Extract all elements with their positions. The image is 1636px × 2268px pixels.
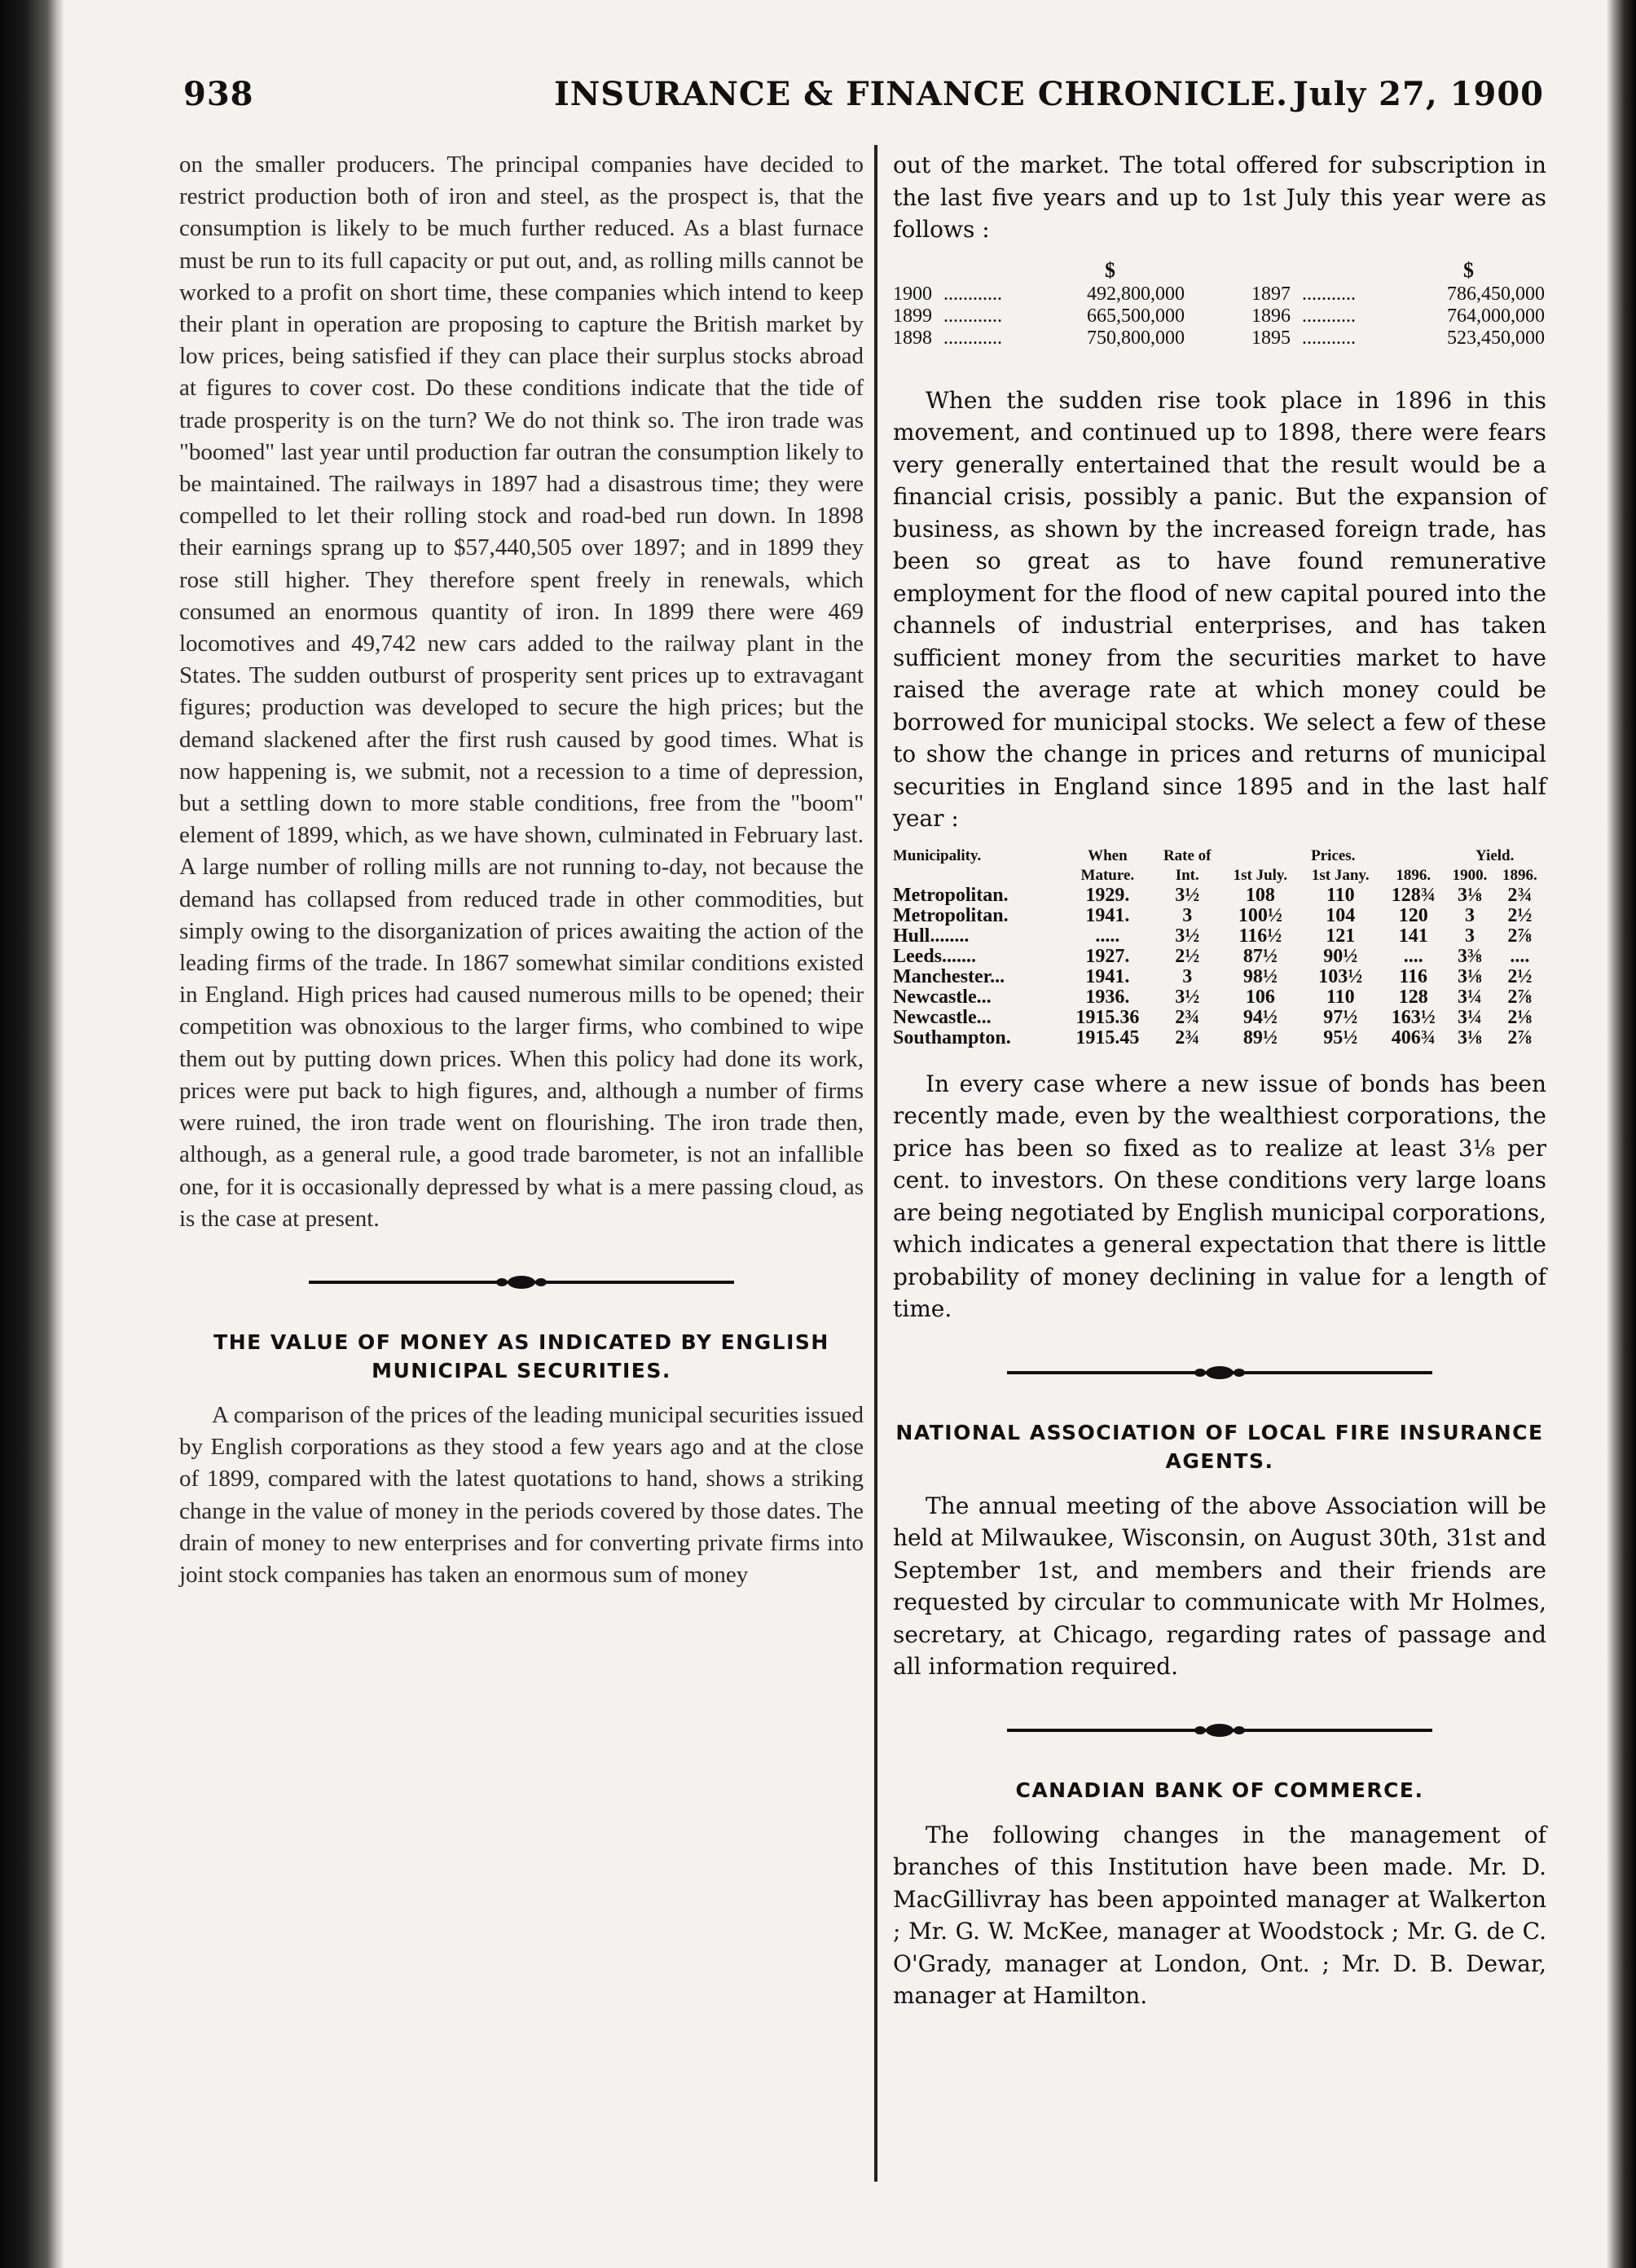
- value-cell: 163½: [1391, 1006, 1436, 1028]
- value-cell: 2½: [1175, 945, 1200, 967]
- col-header-prices: Prices.: [1311, 846, 1356, 864]
- value-cell: 2¾: [1175, 1026, 1200, 1048]
- value-cell: 1941.: [1085, 904, 1130, 926]
- value-cell: 2¾: [1175, 1006, 1200, 1028]
- section-title-fire-agents: NATIONAL ASSOCIATION OF LOCAL FIRE INSURANCE AGENTS.: [895, 1420, 1544, 1473]
- municipality-cell: Metropolitan.: [893, 904, 1009, 926]
- value-cell: 3: [1182, 965, 1193, 987]
- fire-agents-paragraph: The annual meeting of the above Association will be held at Milwaukee, Wisconsin, on August 30th, 31st and September 1st, and members and their friends are requested by circular to communicate with Mr Holmes, secretary, at Chicago, regarding rates of passage and all information required.: [893, 1492, 1546, 1680]
- value-cell: 95½: [1323, 1026, 1358, 1048]
- value-cell: 2⅞: [1507, 925, 1533, 947]
- value-cell: 2¾: [1507, 884, 1533, 906]
- value-cell: 2⅞: [1507, 986, 1533, 1008]
- col-header-municipality: Municipality.: [893, 846, 982, 864]
- value-cell: 87½: [1242, 945, 1278, 967]
- value-cell: ....: [1403, 945, 1423, 967]
- left-column: [179, 149, 864, 1591]
- value-cell: 120: [1398, 904, 1428, 926]
- value-cell: 3⅛: [1458, 1026, 1483, 1048]
- iron-trade-paragraph: on the smaller producers. The principal companies have decided to restrict production both of iron and steel, as the prospect is, that the consumption is likely to be much further reduced. As a blast furnace must be run to its full capacity or put out, and, as rolling mills cannot be worked to a profit on short time, these companies which intend to keep their plant in operation are proposing to capture the British market by low prices, being satisfied if they can place their surplus stocks abroad at figures to cover cost. Do these conditions indicate that the tide of trade prosperity is on the turn? We do not think so. The iron trade was "boomed" last year until production far outran the consumption likely to be maintained. The railways in 1897 had a disastrous time; they were compelled to let their rolling stock and road-bed run down. In 1898 their earnings sprang up to $57,440,505 over 1897; and in 1899 they rose still higher. They therefore spent freely in renewals, which consumed an enormous quantity of iron. In 1899 there were 469 locomotives and 49,742 new cars added to the railway plant in the States. The sudden outburst of prosperity sent prices up to extravagant figures; production was developed to secure the high prices; but the demand slackened after the first rush caused by good times. What is now happening is, we submit, not a recession to a time of depression, but a settling down to more stable conditions, free from the "boom" element of 1899, which, as we have shown, culminated in February last. A large number of rolling mills are not running to-day, not because the demand has collapsed from reduced trade in other commodities, but simply owing to the disorganization of prices awaiting the action of the leading firms of the trade. In 1867 somewhat similar conditions existed in England. High prices had caused numerous mills to be opened; their competition was obnoxious to the larger firms, who combined to wipe them out by putting down prices. When this policy had done its work, prices were put back to high figures, and, although a number of firms were ruined, the iron trade went on flourishing. The iron trade then, although, as a general rule, a good trade barometer, is not an infallible one, for it is occasionally depressed by what is a mere passing cloud, as is the case at present.: [179, 152, 864, 1232]
- col-header-1st-july: 1st July.: [1233, 866, 1288, 884]
- currency-symbol-right: $: [1463, 257, 1474, 282]
- table-row: [893, 886, 1545, 906]
- table-row: [893, 926, 1545, 947]
- issue-date: July 27, 1900: [1292, 75, 1544, 113]
- value-cell: 3½: [1175, 986, 1200, 1008]
- municipality-cell: Leeds.......: [893, 945, 976, 967]
- col-header-1896-yield: 1896.: [1502, 866, 1537, 884]
- column-divider: [874, 145, 877, 2182]
- fears-paragraph: When the sudden rise took place in 1896 in this movement, and continued up to 1898, there were fears very generally entertained that the result would be a financial crisis, possibly a panic. But the expansion of business, as shown by the increased foreign trade, has been so great as to have found remunerative employment for the flood of new capital poured into the channels of industrial enterprises, and has taken sufficient money from the securities market to have raised the average rate at which money could be borrowed for municipal stocks. We select a few of these to show the change in prices and returns of municipal securities in England since 1895 and in the last half year :: [893, 386, 1546, 832]
- table-subheader-row: [893, 866, 1545, 886]
- page-number: 938: [183, 75, 254, 113]
- value-cell: 3⅛: [1458, 965, 1483, 987]
- table-row: [893, 947, 1545, 967]
- value-cell: 3½: [1175, 884, 1200, 906]
- value-of-money-paragraph: A comparison of the prices of the leading municipal securities issued by English corporations as they stood a few years ago and at the close of 1899, compared with the latest quotations to hand, shows a striking change in the value of money in the periods covered by those dates. The drain of money to new enterprises and for converting private firms into joint stock companies has taken an enormous sum of money: [179, 1401, 864, 1588]
- value-cell: 116½: [1238, 925, 1282, 947]
- value-cell: 121: [1326, 925, 1356, 947]
- value-cell: 128: [1398, 986, 1428, 1008]
- table-row: [893, 1028, 1545, 1048]
- value-cell: 3: [1465, 925, 1475, 947]
- value-cell: 3¼: [1458, 1006, 1483, 1028]
- subscription-row: 1899 ............ 665,500,000 1896 ........... 764,000,000: [893, 305, 1545, 327]
- col-header-1896-price: 1896.: [1396, 866, 1432, 884]
- value-cell: 2⅛: [1507, 1006, 1533, 1028]
- value-cell: 116: [1399, 965, 1428, 987]
- subscription-intro-paragraph: out of the market. The total offered for subscription in the last five years and up to 1st July this year were as follows :: [893, 152, 1546, 243]
- table-row: [893, 987, 1545, 1008]
- col-header-int: Int.: [1175, 866, 1199, 884]
- value-cell: ....: [1510, 945, 1530, 967]
- value-cell: 141: [1398, 925, 1428, 947]
- municipality-cell: Hull........: [893, 925, 970, 947]
- value-cell: 2½: [1507, 965, 1533, 987]
- value-cell: 3½: [1175, 925, 1200, 947]
- value-cell: .....: [1095, 925, 1120, 947]
- table-row: [893, 967, 1545, 987]
- value-cell: 128¾: [1391, 884, 1436, 906]
- value-cell: 1927.: [1085, 945, 1130, 967]
- col-header-rate: Rate of: [1163, 846, 1212, 864]
- section-divider-ornament: [179, 1266, 864, 1299]
- value-cell: 2½: [1507, 904, 1533, 926]
- value-cell: 3: [1465, 904, 1475, 926]
- col-header-1900-yield: 1900.: [1452, 866, 1488, 884]
- page-edge-right: [1607, 0, 1636, 2268]
- value-cell: 108: [1245, 884, 1275, 906]
- table-row: [893, 1008, 1545, 1028]
- value-cell: 1915.45: [1075, 1026, 1140, 1048]
- value-cell: 3: [1182, 904, 1193, 926]
- value-cell: 3⅛: [1458, 884, 1483, 906]
- running-header: [183, 75, 1544, 124]
- value-cell: 106: [1245, 986, 1275, 1008]
- col-header-when: When: [1088, 846, 1128, 864]
- value-cell: 1941.: [1085, 965, 1130, 987]
- value-cell: 3⅜: [1458, 945, 1483, 967]
- value-cell: 97½: [1323, 1006, 1358, 1028]
- currency-symbol-left: $: [1105, 257, 1115, 282]
- table-body: [893, 886, 1545, 1048]
- value-cell: 89½: [1242, 1026, 1278, 1048]
- bank-of-commerce-paragraph: The following changes in the management of branches of this Institution have been made. Mr. D. MacGillivray has been appointed manager at Walkerton ; Mr. G. W. McKee, manager at Woodstock ; Mr. G. de C. O'Grady, manager at London, Ont. ; Mr. D. B. Dewar, manager at Hamilton.: [893, 1821, 1546, 2009]
- value-cell: 110: [1326, 884, 1355, 906]
- municipality-cell: Newcastle...: [893, 986, 992, 1008]
- binding-shadow-left: [0, 0, 64, 2268]
- right-column: [893, 149, 1546, 2012]
- value-cell: 2⅞: [1507, 1026, 1533, 1048]
- col-header-yield: Yield.: [1475, 846, 1515, 864]
- bond-issue-paragraph: In every case where a new issue of bonds has been recently made, even by the wealthiest corporations, the price has been so fixed as to realize at least 3⅛ per cent. to investors. On these conditions very large loans are being negotiated by English municipal corporations, which indicates a general expectation that there is little probability of money declining in value for a length of time.: [893, 1070, 1546, 1322]
- municipal-securities-table: [893, 846, 1545, 1048]
- value-cell: 90½: [1323, 945, 1358, 967]
- value-cell: 1929.: [1085, 884, 1130, 906]
- value-cell: 406¾: [1391, 1026, 1436, 1048]
- value-cell: 98½: [1242, 965, 1278, 987]
- col-header-1st-jany: 1st Jany.: [1311, 866, 1370, 884]
- subscription-row: 1900 ............ 492,800,000 1897 ........... 786,450,000: [893, 283, 1545, 305]
- subscription-row: 1898 ............ 750,800,000 1895 ........... 523,450,000: [893, 327, 1545, 349]
- section-title-value-of-money: THE VALUE OF MONEY AS INDICATED BY ENGLISH MUNICIPAL SECURITIES.: [213, 1330, 829, 1382]
- value-cell: 100½: [1238, 904, 1282, 926]
- subscription-totals: [893, 257, 1546, 360]
- value-cell: 104: [1326, 904, 1356, 926]
- municipality-cell: Metropolitan.: [893, 884, 1009, 906]
- table-row: [893, 906, 1545, 926]
- value-cell: 103½: [1318, 965, 1363, 987]
- section-divider-ornament: [893, 1356, 1546, 1389]
- section-divider-ornament: [893, 1714, 1546, 1747]
- value-cell: 110: [1326, 986, 1355, 1008]
- municipality-cell: Newcastle...: [893, 1006, 992, 1028]
- table-header-row: [893, 846, 1545, 866]
- municipality-cell: Southampton.: [893, 1026, 1011, 1048]
- value-cell: 94½: [1242, 1006, 1278, 1028]
- publication-title: INSURANCE & FINANCE CHRONICLE.: [554, 75, 1289, 113]
- value-cell: 1936.: [1085, 986, 1130, 1008]
- value-cell: 1915.36: [1075, 1006, 1140, 1028]
- value-cell: 3¼: [1458, 986, 1483, 1008]
- municipality-cell: Manchester...: [893, 965, 1005, 987]
- section-title-bank-of-commerce: CANADIAN BANK OF COMMERCE.: [1015, 1778, 1424, 1802]
- col-header-mature: Mature.: [1080, 866, 1135, 884]
